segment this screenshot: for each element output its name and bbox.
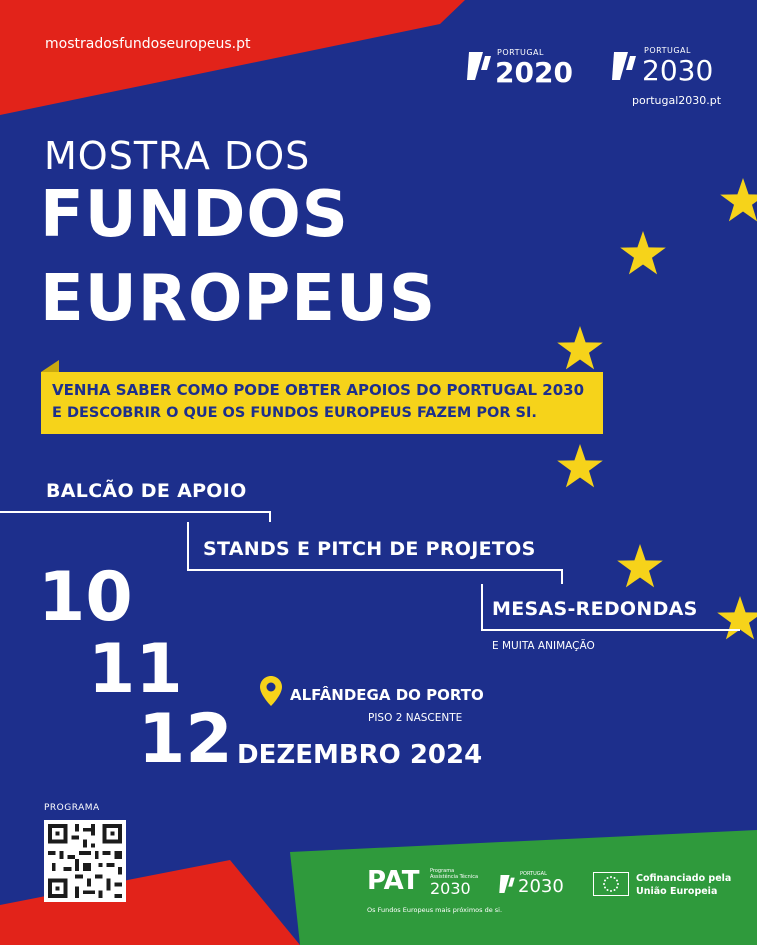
eu-cofinanced-line-1: Cofinanciado pela: [636, 873, 732, 884]
feature-balcao-apoio: BALCÃO DE APOIO: [46, 480, 247, 502]
pat-small-line-2: Assistência Técnica: [430, 874, 479, 880]
event-day-2: 11: [88, 630, 183, 709]
eu-cofinanced-line-2: União Europeia: [636, 886, 718, 897]
title-line-2: FUNDOS: [40, 178, 349, 252]
feature-mesas-redondas: MESAS-REDONDAS: [492, 598, 698, 620]
site-url[interactable]: mostradosfundoseuropeus.pt: [45, 36, 251, 52]
feature-line-1: [0, 512, 270, 522]
logo-2030-big: 2030: [642, 54, 714, 87]
title-line-3: EUROPEUS: [40, 262, 437, 336]
location-pin-icon: [260, 676, 282, 706]
pat-tagline: Os Fundos Europeus mais próximos de si.: [367, 906, 503, 914]
eu-flag-icon: [593, 872, 629, 896]
ribbon-line-1: VENHA SABER COMO PODE OBTER APOIOS DO PORTUGAL 2030: [52, 381, 585, 399]
footer-2030-big: 2030: [518, 876, 564, 897]
feature-extra: E MUITA ANIMAÇÃO: [492, 640, 595, 652]
logo-2030-small: PORTUGAL: [644, 46, 691, 55]
program-label: PROGRAMA: [44, 803, 100, 813]
ribbon-line-2: E DESCOBRIR O QUE OS FUNDOS EUROPEUS FAZEM POR SI.: [52, 405, 537, 421]
portugal-logo-icon: [498, 872, 516, 896]
qr-code-icon: [44, 820, 126, 902]
pat-small-line-1: Programa: [430, 868, 455, 874]
pat-year: 2030: [430, 879, 471, 898]
pat-logo-text: PAT: [367, 866, 420, 896]
logo-2020-big: 2020: [495, 56, 573, 89]
feature-stands-pitch: STANDS E PITCH DE PROJETOS: [203, 538, 536, 560]
venue-name: ALFÂNDEGA DO PORTO: [290, 686, 484, 704]
program-qr-code[interactable]: [44, 820, 126, 902]
event-month-year: DEZEMBRO 2024: [237, 740, 483, 770]
title-line-1: MOSTRA DOS: [44, 134, 311, 178]
logo-url[interactable]: portugal2030.pt: [632, 94, 722, 107]
footer-2030-small: PORTUGAL: [520, 871, 547, 877]
venue-detail: PISO 2 NASCENTE: [368, 712, 463, 724]
logo-2020-small: PORTUGAL: [497, 48, 544, 57]
event-day-3: 12: [138, 700, 233, 779]
event-day-1: 10: [38, 558, 133, 637]
